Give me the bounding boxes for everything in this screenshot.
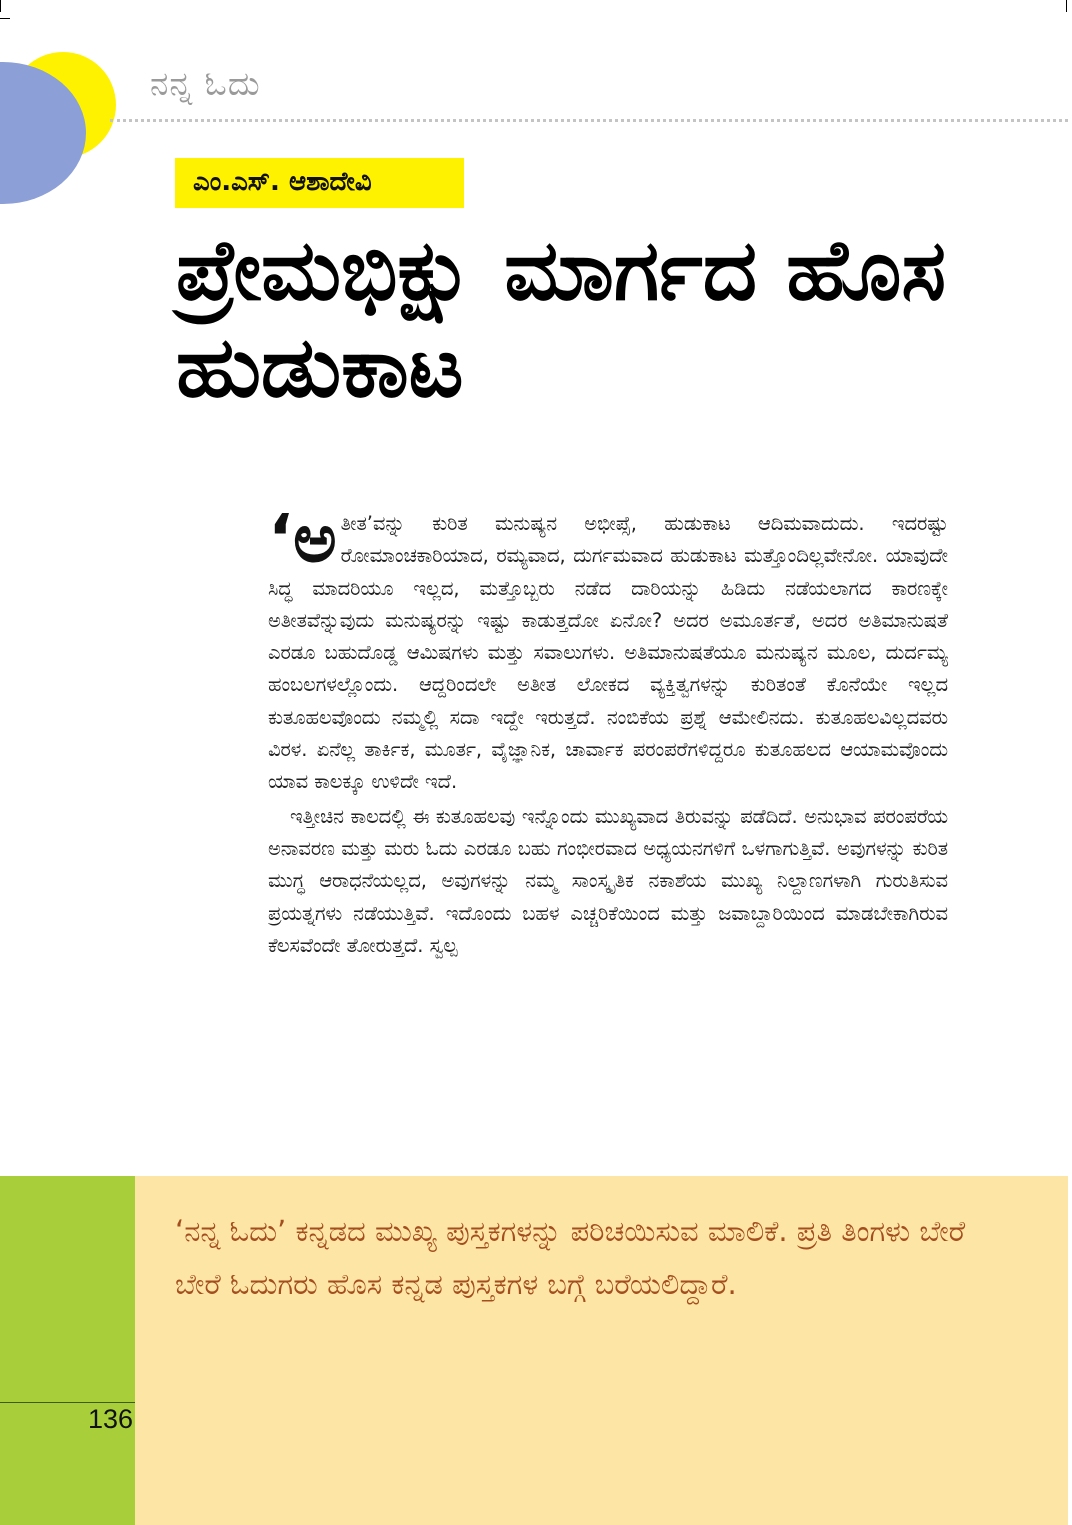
section-title: ನನ್ನ ಓದು — [150, 64, 261, 103]
page-number: 136 — [87, 1404, 133, 1434]
body-paragraph — [268, 500, 948, 799]
crop-mark — [0, 0, 1, 12]
crop-mark — [1066, 0, 1067, 12]
body-paragraph: ಇತ್ತೀಚಿನ ಕಾಲದಲ್ಲಿ ಈ ಕುತೂಹಲವು ಇನ್ನೊಂದು ಮುಖ್ಯವಾದ ತಿರುವನ್ನು ಪಡೆದಿದೆ. ಅನುಭಾವ ಪರಂಪರೆಯ ಅನಾವರಣ ಮತ್ತು ಮರು ಓದು ಎರಡೂ ಬಹು ಗಂಭೀರವಾದ ಅಧ್ಯಯನಗಳಿಗೆ ಒಳಗಾಗುತ್ತಿವೆ. ಅವುಗಳನ್ನು ಕುರಿತ ಮುಗ್ಧ ಆರಾಧನೆಯಲ್ಲದ, ಅವುಗಳನ್ನು ನಮ್ಮ ಸಾಂಸ್ಕೃತಿಕ ನಕಾಶೆಯ ಮುಖ್ಯ ನಿಲ್ದಾಣಗಳಾಗಿ ಗುರುತಿಸುವ ಪ್ರಯತ್ನಗಳು ನಡೆಯುತ್ತಿವೆ. ಇದೊಂದು ಬಹಳ ಎಚ್ಚರಿಕೆಯಿಂದ ಮತ್ತು ಜವಾಬ್ದಾರಿಯಿಂದ ಮಾಡಬೇಕಾಗಿರುವ ಕೆಲಸವೆಂದೇ ತೋರುತ್ತದೆ. ಸ್ವಲ್ಪ — [268, 804, 948, 957]
dotted-divider — [110, 119, 1068, 122]
paragraph-text: ತೀತ’ವನ್ನು ಕುರಿತ ಮನುಷ್ಯನ ಅಭೀಪ್ಸೆ, ಹುಡುಕಾಟ ಆದಿಮವಾದುದು. ಇದರಷ್ಟು ರೋಮಾಂಚಕಾರಿಯಾದ, ರಮ್ಯವಾದ, ದುರ್ಗಮವಾದ ಹುಡುಕಾಟ ಮತ್ತೊಂದಿಲ್ಲವೇನೋ. ಯಾವುದೇ ಸಿದ್ಧ ಮಾದರಿಯೂ ಇಲ್ಲದ, ಮತ್ತೊಬ್ಬರು ನಡೆದ ದಾರಿಯನ್ನು ಹಿಡಿದು ನಡೆಯಲಾಗದ ಕಾರಣಕ್ಕೇ ಅತೀತವೆನ್ನುವುದು ಮನುಷ್ಯರನ್ನು ಇಷ್ಟು ಕಾಡುತ್ತದೋ ಏನೋ? ಅದರ ಅಮೂರ್ತತೆ, ಅದರ ಅತಿಮಾನುಷತೆ ಎರಡೂ ಬಹುದೊಡ್ಡ ಆಮಿಷಗಳು ಮತ್ತು ಸವಾಲುಗಳು. ಅತಿಮಾನುಷತೆಯೂ ಮನುಷ್ಯನ ಮೂಲ, ದುರ್ದಮ್ಯ ಹಂಬಲಗಳಲ್ಲೊಂದು. ಆದ್ದರಿಂದಲೇ ಅತೀತ ಲೋಕದ ವ್ಯಕ್ತಿತ್ವಗಳನ್ನು ಕುರಿತಂತೆ ಕೊನೆಯೇ ಇಲ್ಲದ ಕುತೂಹಲವೊಂದು ನಮ್ಮಲ್ಲಿ ಸದಾ ಇದ್ದೇ ಇರುತ್ತದೆ. ನಂಬಿಕೆಯ ಪ್ರಶ್ನೆ ಆಮೇಲಿನದು. ಕುತೂಹಲವಿಲ್ಲದವರು ವಿರಳ. ಏನೆಲ್ಲ ತಾರ್ಕಿಕ, ಮೂರ್ತ, ವೈಜ್ಞಾನಿಕ, ಚಾರ್ವಾಕ ಪರಂಪರೆಗಳಿದ್ದರೂ ಕುತೂಹಲದ ಆಯಾಮವೊಂದು ಯಾವ ಕಾಲಕ್ಕೂ ಉಳಿದೇ ಇದೆ. — [268, 512, 948, 794]
article-body — [268, 500, 948, 962]
crop-mark — [0, 18, 10, 19]
page-number-rule — [0, 1402, 135, 1403]
article-headline: ಪ್ರೇಮಭಿಕ್ಷು ಮಾರ್ಗದ ಹೊಸ ಹುಡುಕಾಟ — [176, 221, 946, 417]
series-note: ‘ನನ್ನ ಓದು’ ಕನ್ನಡದ ಮುಖ್ಯ ಪುಸ್ತಕಗಳನ್ನು ಪರಿಚಯಿಸುವ ಮಾಲಿಕೆ. ಪ್ರತಿ ತಿಂಗಳು ಬೇರೆ ಬೇರೆ ಓದುಗರು ಹೊಸ ಕನ್ನಡ ಪುಸ್ತಕಗಳ ಬಗ್ಗೆ ಬರೆಯಲಿದ್ದಾರೆ. — [175, 1214, 966, 1301]
margin-strip — [0, 1176, 135, 1525]
drop-cap: ‘ಅ — [268, 500, 337, 577]
author-badge: ಎಂ.ಎಸ್. ಆಶಾದೇವಿ — [175, 158, 464, 208]
